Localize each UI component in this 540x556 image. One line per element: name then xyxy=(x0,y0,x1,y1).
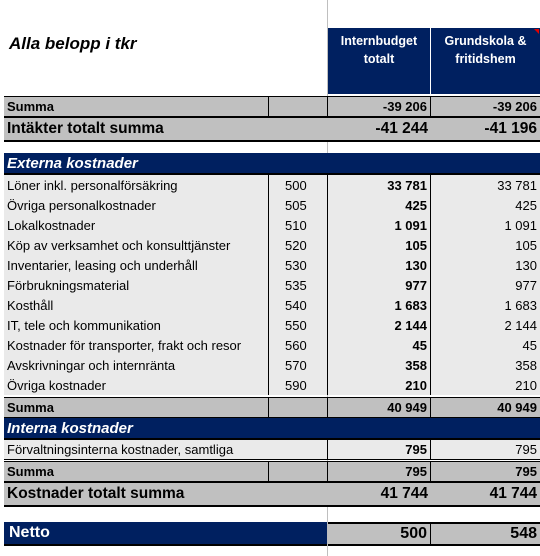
externa-row xyxy=(4,295,540,316)
row-label: Köp av verksamhet och konsulttjänster xyxy=(4,235,269,255)
interna-summa-row: Summa 795 795 xyxy=(4,461,540,482)
row-account-code: 505 xyxy=(269,195,328,215)
externa-row xyxy=(4,215,540,236)
row-label: Lokalkostnader xyxy=(4,215,269,235)
row-value-grundskola: 210 xyxy=(515,377,537,393)
intakter-total-row: Intäkter totalt summa -41 244 -41 196 xyxy=(4,116,540,142)
row-value-internbudget: 45 xyxy=(328,335,431,355)
row-value-internbudget: 425 xyxy=(328,195,431,215)
row-value-internbudget: 33 781 xyxy=(328,175,431,195)
row-account-code: 500 xyxy=(269,175,328,195)
externa-summa-row: Summa 40 949 40 949 xyxy=(4,397,540,418)
row-account-code: 510 xyxy=(269,215,328,235)
header-col-internbudget: Internbudget totalt xyxy=(328,28,431,94)
row-account-code: 570 xyxy=(269,355,328,375)
row-account-code: 530 xyxy=(269,255,328,275)
row-label: Inventarier, leasing och underhåll xyxy=(4,255,269,275)
intakter-summa-row: Summa -39 206 -39 206 xyxy=(4,96,540,117)
row-value-internbudget: 2 144 xyxy=(328,315,431,335)
row-account-code: 535 xyxy=(269,275,328,295)
row-value-internbudget: 130 xyxy=(328,255,431,275)
externa-row xyxy=(4,235,540,256)
kostnader-total-row: Kostnader totalt summa 41 744 41 744 xyxy=(4,481,540,507)
row-account-code: 590 xyxy=(269,375,328,395)
row-value-grundskola: 2 144 xyxy=(504,317,537,333)
row-account-code: 540 xyxy=(269,295,328,315)
row-value-grundskola: 425 xyxy=(515,197,537,213)
netto-row: Netto 500 548 xyxy=(4,522,540,546)
row-account-code: 550 xyxy=(269,315,328,335)
comment-marker-icon xyxy=(534,29,539,34)
row-value-internbudget: 977 xyxy=(328,275,431,295)
externa-section-header: Externa kostnader xyxy=(4,153,540,175)
row-label: Förbrukningsmaterial xyxy=(4,275,269,295)
row-value-internbudget: 1 683 xyxy=(328,295,431,315)
row-label: Avskrivningar och internränta xyxy=(4,355,269,375)
row-label: IT, tele och kommunikation xyxy=(4,315,269,335)
externa-row xyxy=(4,255,540,276)
row-value-internbudget: 105 xyxy=(328,235,431,255)
externa-row xyxy=(4,315,540,336)
externa-row xyxy=(4,175,540,196)
externa-row xyxy=(4,355,540,376)
externa-row xyxy=(4,335,540,356)
row-value-grundskola: 105 xyxy=(515,237,537,253)
row-label: Kostnader för transporter, frakt och resor xyxy=(4,335,269,355)
row-label: Kosthåll xyxy=(4,295,269,315)
row-label: Övriga kostnader xyxy=(4,375,269,395)
row-account-code: 520 xyxy=(269,235,328,255)
row-value-grundskola: 358 xyxy=(515,357,537,373)
row-value-internbudget: 358 xyxy=(328,355,431,375)
row-value-internbudget: 210 xyxy=(328,375,431,395)
row-label: Övriga personalkostnader xyxy=(4,195,269,215)
row-value-grundskola: 1 683 xyxy=(504,297,537,313)
externa-row xyxy=(4,275,540,296)
row-value-grundskola: 45 xyxy=(522,337,537,353)
row-value-internbudget: 1 091 xyxy=(328,215,431,235)
externa-row xyxy=(4,195,540,216)
interna-row: Förvaltningsinterna kostnader, samtliga 795 795 xyxy=(4,440,540,460)
row-value-grundskola: 977 xyxy=(515,277,537,293)
header-col-grundskola: Grundskola & fritidshem xyxy=(431,28,540,94)
externa-row xyxy=(4,375,540,395)
sheet-title: Alla belopp i tkr xyxy=(9,34,137,53)
row-account-code: 560 xyxy=(269,335,328,355)
interna-section-header: Interna kostnader xyxy=(4,418,540,440)
row-value-grundskola: 130 xyxy=(515,257,537,273)
row-value-grundskola: 33 781 xyxy=(497,177,537,193)
row-label: Löner inkl. personalförsäkring xyxy=(4,175,269,195)
row-value-grundskola: 1 091 xyxy=(504,217,537,233)
